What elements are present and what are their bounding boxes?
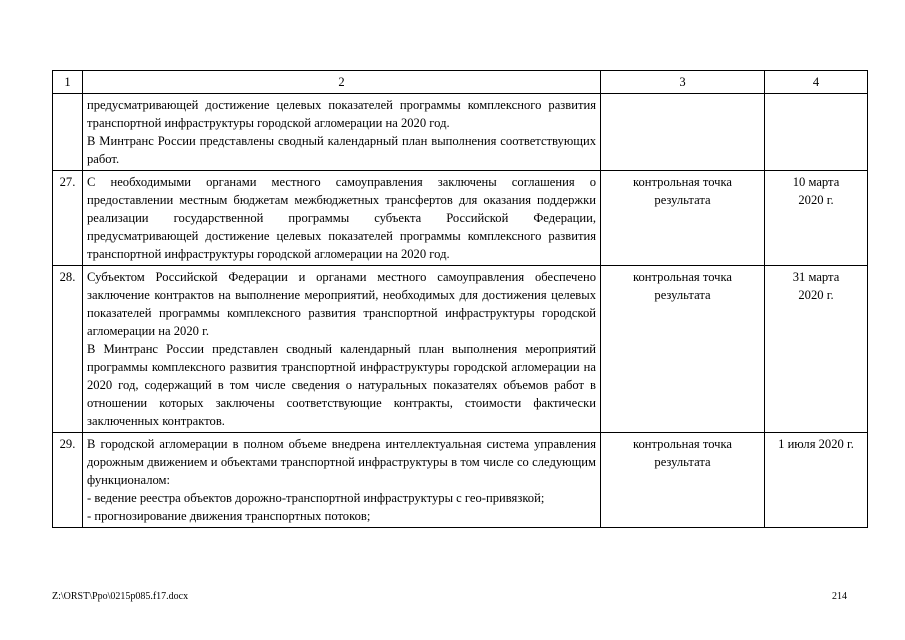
type-line: контрольная точка xyxy=(632,437,733,451)
row-type xyxy=(601,433,765,528)
plan-table xyxy=(52,70,868,528)
table-row xyxy=(53,171,868,266)
table-row xyxy=(53,94,868,171)
header-cell: 3 xyxy=(601,71,765,94)
row-description xyxy=(83,433,601,528)
row-type xyxy=(601,266,765,433)
description-paragraph: - ведение реестра объектов дорожно-транспортной инфраструктуры с гео-привязкой; xyxy=(87,491,545,505)
row-deadline xyxy=(765,433,868,528)
header-cell: 4 xyxy=(765,71,868,94)
header-cell: 2 xyxy=(83,71,601,94)
table-row xyxy=(53,433,868,528)
row-description xyxy=(83,94,601,171)
row-number: 27. xyxy=(53,171,83,266)
row-type xyxy=(601,94,765,171)
row-deadline xyxy=(765,171,868,266)
description-paragraph: В Минтранс России представлены сводный календарный план выполнения соответствующих работ. xyxy=(87,134,596,166)
row-deadline xyxy=(765,266,868,433)
type-line: результата xyxy=(654,193,711,207)
description-paragraph: предусматривающей достижение целевых показателей программы комплексного развития транспортной инфраструктуры городской агломерации на 2020 год. xyxy=(87,98,596,130)
description-paragraph: В Минтранс России представлен сводный календарный план выполнения мероприятий программы комплексного развития транспортной инфраструктуры городской агломерации на 2020 год, содержащий в том числе сведения о натуральных показателях объемов работ в отношении которых заключены соответствующие контракты, стоимости фактически заключенных контрактов. xyxy=(87,342,596,428)
row-type xyxy=(601,171,765,266)
row-number xyxy=(53,94,83,171)
deadline-line: 1 июля 2020 г. xyxy=(778,437,854,451)
deadline-line: 2020 г. xyxy=(798,288,834,302)
row-number: 28. xyxy=(53,266,83,433)
row-number: 29. xyxy=(53,433,83,528)
type-line: контрольная точка xyxy=(632,270,733,284)
table-header-row xyxy=(53,71,868,94)
description-paragraph: - прогнозирование движения транспортных потоков; xyxy=(87,509,371,523)
row-description xyxy=(83,266,601,433)
description-paragraph: Субъектом Российской Федерации и органами местного самоуправления обеспечено заключение контрактов на выполнение мероприятий, необходимых для достижения целевых показателей программы комплексного развития транспортной инфраструктуры городской агломерации на 2020 г. xyxy=(87,270,596,338)
table-row xyxy=(53,266,868,433)
type-line: контрольная точка xyxy=(632,175,733,189)
deadline-line: 31 марта xyxy=(792,270,840,284)
header-cell: 1 xyxy=(53,71,83,94)
type-line: результата xyxy=(654,455,711,469)
description-paragraph: В городской агломерации в полном объеме внедрена интеллектуальная система управления дорожным движением и объектами транспортной инфраструктуры в том числе со следующим функционалом: xyxy=(87,437,596,487)
footer-file-path: Z:\ORST\Ppo\0215p085.f17.docx xyxy=(52,591,189,602)
row-description xyxy=(83,171,601,266)
type-line: результата xyxy=(654,288,711,302)
description-paragraph: С необходимыми органами местного самоуправления заключены соглашения о предоставлении местным бюджетам межбюджетных трансфертов для оказания поддержки реализации государственной программы субъекта Российской Федерации, предусматривающей достижение целевых показателей программы комплексного развития транспортной инфраструктуры городской агломерации на 2020 год. xyxy=(87,175,596,261)
row-deadline xyxy=(765,94,868,171)
deadline-line: 2020 г. xyxy=(798,193,834,207)
footer-page-number: 214 xyxy=(832,591,847,602)
deadline-line: 10 марта xyxy=(792,175,840,189)
